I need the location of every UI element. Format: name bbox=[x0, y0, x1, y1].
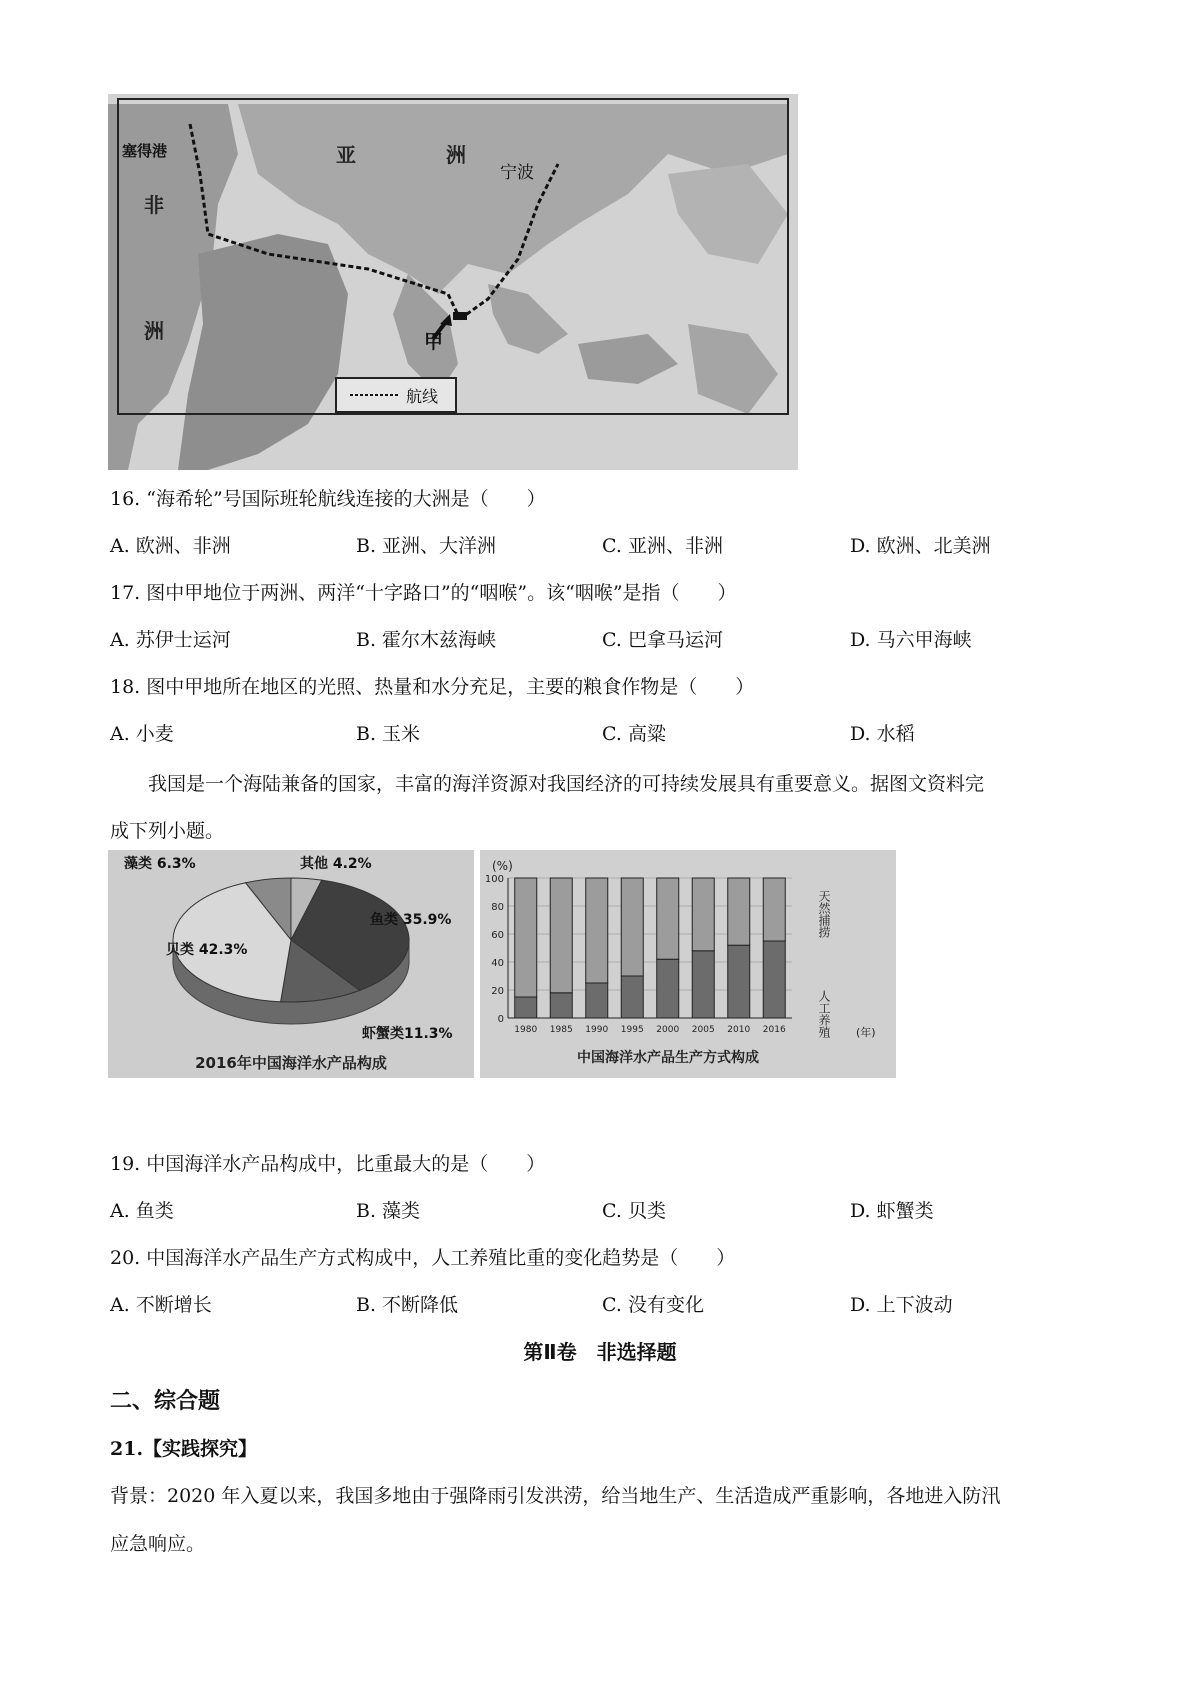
question-18-option-d[interactable]: D. 水稻 bbox=[850, 723, 915, 745]
map-label-africa-1: 非 bbox=[144, 193, 164, 217]
map-label-ningbo: 宁波 bbox=[500, 163, 534, 183]
question-20-stem: 20. 中国海洋水产品生产方式构成中，人工养殖比重的变化趋势是（ ） bbox=[110, 1247, 736, 1269]
question-16-stem: 16. “海希轮”号国际班轮航线连接的大洲是（ ） bbox=[110, 488, 546, 510]
intro-paragraph-line-2: 成下列小题。 bbox=[110, 820, 225, 842]
map-label-asia-1: 亚 bbox=[336, 143, 356, 167]
pie-label-2: 鱼类 35.9% bbox=[370, 912, 452, 928]
bar-2005-series-1 bbox=[692, 878, 714, 951]
question-18-stem: 18. 图中甲地所在地区的光照、热量和水分充足，主要的粮食作物是（ ） bbox=[110, 676, 755, 698]
pie-chart-figure bbox=[108, 850, 474, 1078]
bar-1995-series-0 bbox=[621, 976, 643, 1018]
bar-ytick-1: 20 bbox=[491, 986, 504, 997]
question-19-option-d[interactable]: D. 虾蟹类 bbox=[850, 1200, 934, 1222]
bar-1985-series-1 bbox=[550, 878, 572, 993]
question-20-option-d[interactable]: D. 上下波动 bbox=[850, 1294, 953, 1316]
bar-ytick-4: 80 bbox=[491, 902, 504, 913]
pie-label-0: 藻类 6.3% bbox=[124, 856, 196, 872]
section-2-title: 第Ⅱ卷 非选择题 bbox=[523, 1340, 677, 1364]
bar-2010-series-0 bbox=[728, 945, 750, 1018]
bar-1980-series-0 bbox=[515, 997, 537, 1018]
bar-2000-series-0 bbox=[657, 959, 679, 1018]
bar-chart-title: 中国海洋水产品生产方式构成 bbox=[577, 1050, 759, 1066]
bar-2016-series-0 bbox=[763, 941, 785, 1018]
question-21-background-line-1: 背景：2020 年入夏以来，我国多地由于强降雨引发洪涝，给当地生产、生活造成严重影响，各地进入防汛 bbox=[110, 1485, 1001, 1507]
bar-xtick-4: 2000 bbox=[656, 1025, 680, 1035]
bar-1995-series-1 bbox=[621, 878, 643, 976]
bar-2005-series-0 bbox=[692, 951, 714, 1018]
question-19-option-b[interactable]: B. 藻类 bbox=[356, 1200, 421, 1222]
bar-2016-series-1 bbox=[763, 878, 785, 941]
question-19-option-a[interactable]: A. 鱼类 bbox=[110, 1200, 174, 1222]
question-21-title: 21.【实践探究】 bbox=[110, 1438, 258, 1460]
question-16-option-a[interactable]: A. 欧洲、非洲 bbox=[110, 535, 231, 557]
bar-xtick-7: 2016 bbox=[762, 1025, 786, 1035]
bar-xtick-1: 1985 bbox=[549, 1025, 573, 1035]
question-18-option-c[interactable]: C. 高粱 bbox=[602, 723, 666, 745]
question-17-option-d[interactable]: D. 马六甲海峡 bbox=[850, 629, 972, 651]
bar-2010-series-1 bbox=[728, 878, 750, 945]
bar-1980-series-1 bbox=[515, 878, 537, 997]
question-16-option-c[interactable]: C. 亚洲、非洲 bbox=[602, 535, 723, 557]
bar-xtick-3: 1995 bbox=[620, 1025, 644, 1035]
question-17-option-b[interactable]: B. 霍尔木兹海峡 bbox=[356, 629, 497, 651]
pie-label-3: 虾蟹类11.3% bbox=[362, 1026, 453, 1042]
question-20-option-c[interactable]: C. 没有变化 bbox=[602, 1294, 704, 1316]
bar-xtick-5: 2005 bbox=[691, 1025, 715, 1035]
question-16-option-b[interactable]: B. 亚洲、大洋洲 bbox=[356, 535, 497, 557]
stacked-bar-chart bbox=[480, 850, 896, 1078]
bar-1990-series-1 bbox=[586, 878, 608, 983]
question-16-option-d[interactable]: D. 欧洲、北美洲 bbox=[850, 535, 991, 557]
question-17-option-c[interactable]: C. 巴拿马运河 bbox=[602, 629, 723, 651]
route-map-figure bbox=[108, 94, 798, 470]
question-19-option-c[interactable]: C. 贝类 bbox=[602, 1200, 666, 1222]
bar-1985-series-0 bbox=[550, 993, 572, 1018]
map-legend-label: 航线 bbox=[406, 387, 439, 406]
map-label-asia-2: 洲 bbox=[446, 143, 466, 167]
question-20-option-b[interactable]: B. 不断降低 bbox=[356, 1294, 459, 1316]
question-19-stem: 19. 中国海洋水产品构成中，比重最大的是（ ） bbox=[110, 1153, 546, 1175]
bar-xtick-2: 1990 bbox=[585, 1025, 609, 1035]
pie-label-4: 贝类 42.3% bbox=[166, 942, 248, 958]
intro-paragraph-line-1: 我国是一个海陆兼备的国家，丰富的海洋资源对我国经济的可持续发展具有重要意义。据图文资料完 bbox=[148, 773, 985, 795]
bar-chart-ylabel: (%) bbox=[492, 859, 513, 873]
pie-label-1: 其他 4.2% bbox=[300, 856, 372, 872]
bar-legend-1: 天然捕捞 bbox=[817, 890, 831, 938]
bar-ytick-0: 0 bbox=[497, 1014, 504, 1025]
bar-ytick-2: 40 bbox=[491, 958, 504, 969]
bar-ytick-3: 60 bbox=[491, 930, 504, 941]
question-18-option-b[interactable]: B. 玉米 bbox=[356, 723, 421, 745]
bar-2000-series-1 bbox=[657, 878, 679, 959]
map-label-suez: 塞得港 bbox=[122, 142, 168, 160]
route-map bbox=[108, 94, 798, 470]
bar-chart-xunit: (年) bbox=[856, 1026, 876, 1039]
map-label-africa-2: 洲 bbox=[144, 319, 164, 343]
bar-legend-0: 人工养殖 bbox=[817, 990, 831, 1038]
map-label-jia: 甲 bbox=[424, 331, 444, 353]
question-20-option-a[interactable]: A. 不断增长 bbox=[110, 1294, 212, 1316]
bar-chart-figure bbox=[480, 850, 896, 1078]
bar-1990-series-0 bbox=[586, 983, 608, 1018]
section-2-heading: 二、综合题 bbox=[110, 1389, 221, 1414]
question-17-stem: 17. 图中甲地位于两洲、两洋“十字路口”的“咽喉”。该“咽喉”是指（ ） bbox=[110, 582, 737, 604]
question-18-option-a[interactable]: A. 小麦 bbox=[110, 723, 174, 745]
question-21-background-line-2: 应急响应。 bbox=[110, 1533, 206, 1555]
bar-xtick-6: 2010 bbox=[727, 1025, 751, 1035]
bar-ytick-5: 100 bbox=[484, 874, 504, 885]
bar-xtick-0: 1980 bbox=[514, 1025, 538, 1035]
pie-chart bbox=[108, 850, 474, 1078]
pie-chart-title: 2016年中国海洋水产品构成 bbox=[195, 1054, 387, 1072]
question-17-option-a[interactable]: A. 苏伊士运河 bbox=[110, 629, 231, 651]
